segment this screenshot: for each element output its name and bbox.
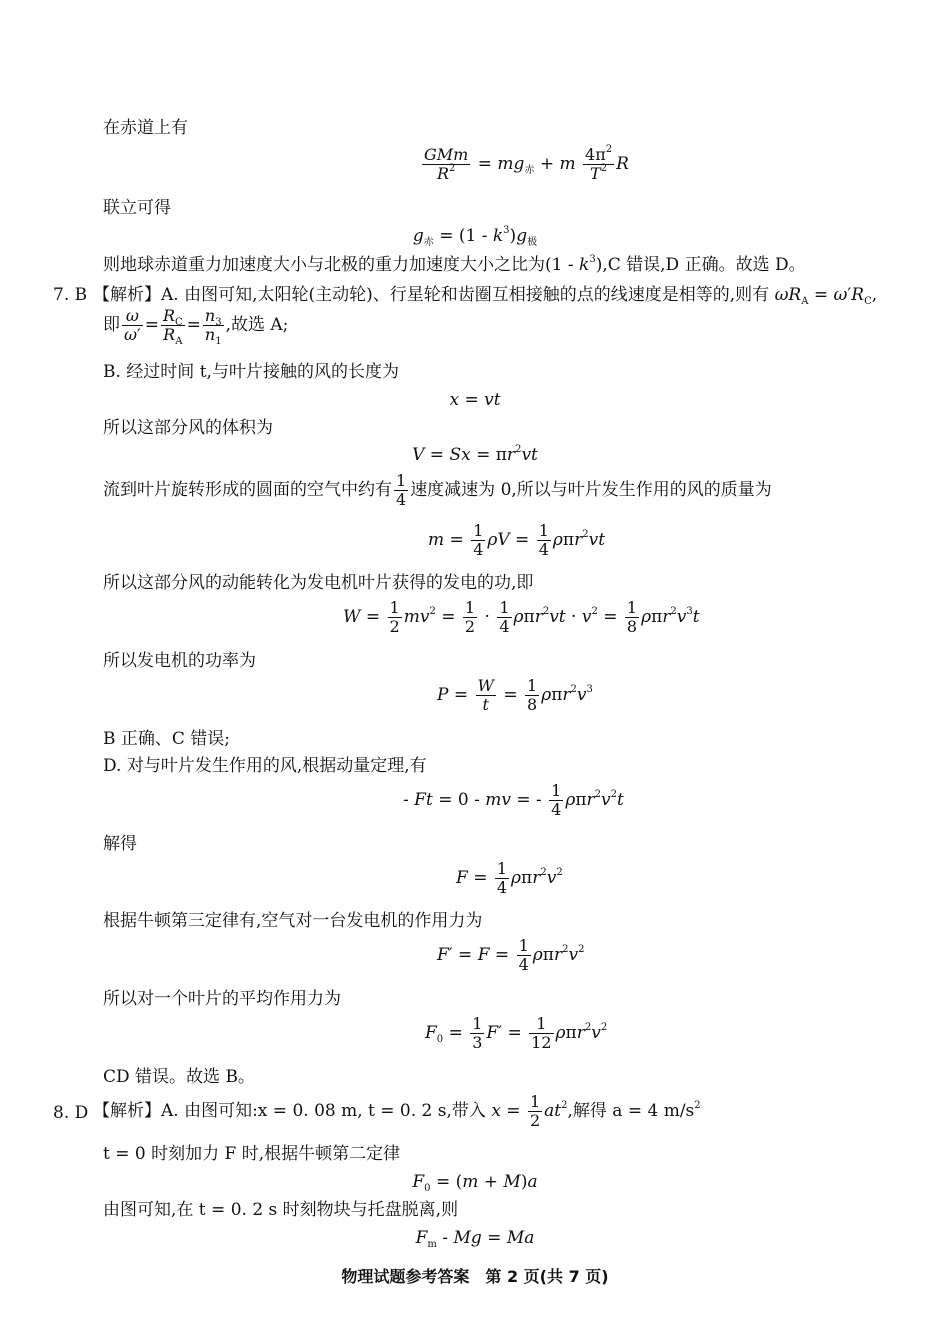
equation-g-equator: $g_赤 = (1 - k^3)g_极$ (412, 225, 538, 248)
equation-power: P = $\frac{W}{t}$ = $\frac{1}{8}$ $\rho\pi r^2v^3$ (437, 676, 593, 714)
text-line: B 正确、C 错误; (103, 729, 231, 749)
equation-momentum: - Ft = 0 - mv = - $\frac{1}{4}$ $\rho\pi r^2v^2t$ (403, 781, 624, 819)
question-number-8: 8. D (53, 1103, 89, 1123)
text-line: 所以对一个叶片的平均作用力为 (103, 989, 341, 1009)
text-line: 【解析】A. 由图可知,太阳轮(主动轮)、行星轮和齿圈互相接触的点的线速度是相等的,则有 $\omega R_A = \omega'R_C$, (93, 285, 878, 307)
text-line: 所以发电机的功率为 (103, 651, 256, 671)
equation-newton2: $F_0 = (m + M)a$ (412, 1172, 538, 1194)
text-line: CD 错误。故选 B。 (103, 1067, 255, 1087)
equation-blade-force: $F_0$ = $\frac{1}{3}$ F′ = $\frac{1}{12}$ $\rho\pi r^2v^2$ (425, 1014, 608, 1052)
equation-x-vt: x = vt (449, 390, 501, 410)
equation-force: F = $\frac{1}{4}$ $\rho\pi r^2v^2$ (456, 859, 563, 897)
text-line: 则地球赤道重力加速度大小与北极的重力加速度大小之比为$(1 - k^3),C$ 错误,D 正确。故选 D。 (103, 254, 806, 275)
text-line: D. 对与叶片发生作用的风,根据动量定理,有 (103, 756, 427, 776)
text-line: 流到叶片旋转形成的圆面的空气中约有 $\frac{1}{4}$ 速度减速为 0,所以与叶片发生作用的风的质量为 (103, 471, 772, 509)
text-line: 解得 (103, 834, 137, 854)
text-line: B. 经过时间 t,与叶片接触的风的长度为 (103, 362, 399, 382)
text-line: 根据牛顿第三定律有,空气对一台发电机的作用力为 (103, 911, 483, 931)
equation-reaction-force: F′ = F = $\frac{1}{4}$ $\rho\pi r^2v^2$ (437, 936, 585, 974)
text-line: 所以这部分风的动能转化为发电机叶片获得的发电的功,即 (103, 573, 534, 593)
equation-separation: $F_m - Mg = Ma$ (415, 1228, 535, 1250)
equation-volume: $V = Sx = \pi r^2vt$ (412, 444, 538, 465)
question-number-7: 7. B (53, 285, 88, 305)
text-line: 在赤道上有 (103, 118, 188, 138)
page-footer: 物理试题参考答案 第 2 页(共 7 页) (341, 1267, 609, 1286)
equation-mass: m = $\frac{1}{4}$ ρV = $\frac{1}{4}$ ρπr$^2$vt (428, 521, 606, 559)
equation-equator-gravity: $\frac{\text{GMm}}{R^2}$ = $mg_赤 + m$ $\frac{4\pi^2}{T^2}$ R (424, 144, 629, 183)
text-line: 联立可得 (103, 198, 171, 218)
equation-omega-ratio: 即 $\frac{\omega}{\omega'}$ = $\frac{R_C}{R_A}$ = $\frac{n_3}{n_1}$ ,故选 A; (103, 306, 289, 347)
text-line: t = 0 时刻加力 F 时,根据牛顿第二定律 (103, 1144, 401, 1164)
text-line: 【解析】A. 由图可知:x = 0. 08 m, t = 0. 2 s,带入 x = $\frac{1}{2}$ $at^2$,解得 a = 4 $m/s^2$ (93, 1092, 701, 1130)
text-line: 由图可知,在 t = 0. 2 s 时刻物块与托盘脱离,则 (103, 1200, 459, 1220)
text-line: 所以这部分风的体积为 (103, 418, 273, 438)
equation-work: W = $\frac{1}{2}$ $mv^2$ = $\frac{1}{2}$ · $\frac{1}{4}$ $\rho\pi r^2vt \cdot v^2$ = $\frac{1}{8}$ $\rho\pi r^2v^3t$ (343, 598, 700, 636)
